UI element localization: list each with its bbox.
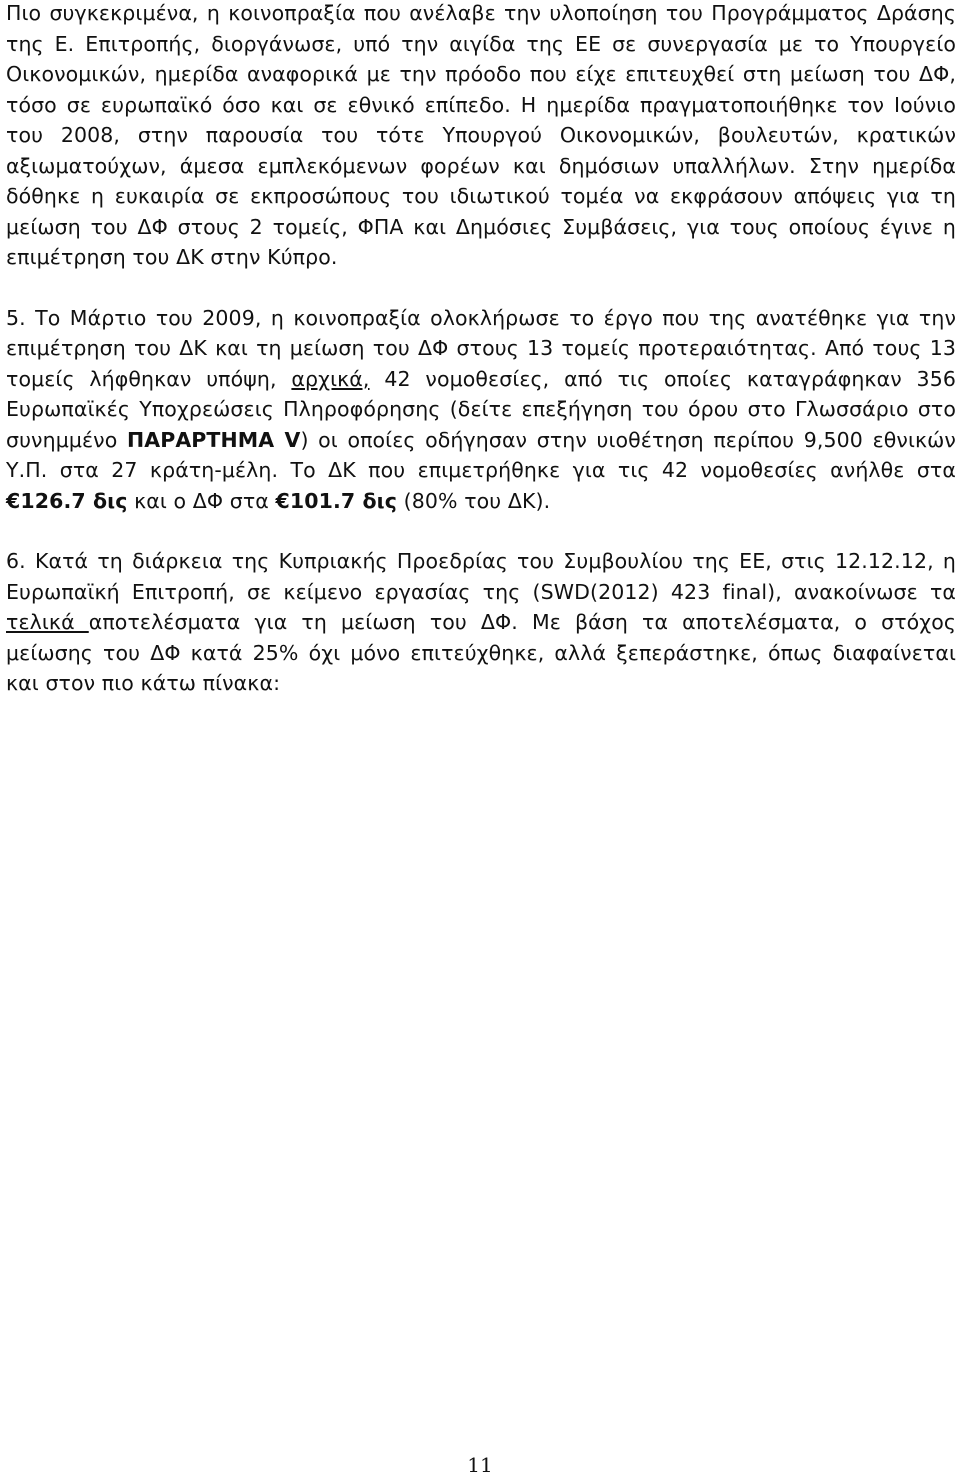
paragraph-6-text-a: 6. Κατά τη διάρκεια της Κυπριακής Προεδρίας του Συμβουλίου της ΕΕ, στις 12.12.12, η Ευρωπαϊκή Επιτροπή, σε κείμενο εργασίας της (SWD(2012) 423 final), ανακοίνωσε τα	[6, 549, 956, 604]
annex-reference: ΠΑΡΑΡΤΗΜΑ V	[126, 427, 301, 452]
paragraph-5-text-a: 5. Το Μάρτιο του 2009, η κοινοπραξία ολοκλήρωσε το έργο που της ανατέθηκε για την επιμέτρηση του ΔΚ και τη μείωση του ΔΦ στους 13 τομείς προτεραιότητας. Από τους 13 τομείς λήφθηκαν υπόψη,	[6, 305, 956, 391]
paragraph-5-text-d: και ο ΔΦ στα	[127, 488, 276, 513]
page-number: 11	[467, 1453, 493, 1477]
document-page	[6, 0, 956, 699]
admin-burden-amount: €101.7 δις	[275, 488, 398, 513]
admin-cost-amount: €126.7 δις	[6, 488, 128, 513]
paragraph-6	[6, 546, 956, 699]
paragraph-6-text-b: αποτελέσματα για τη μείωση του ΔΦ. Με βάση τα αποτελέσματα, ο στόχος μείωσης του ΔΦ κατά 25% όχι μόνο επιτεύχθηκε, αλλά ξεπεράστηκε, όπως διαφαίνεται και στον πιο κάτω πίνακα:	[6, 610, 956, 695]
paragraph-1-text: Πιο συγκεκριμένα, η κοινοπραξία που ανέλαβε την υλοποίηση του Προγράμματος Δράσης της Ε. Επιτροπής, διοργάνωσε, υπό την αιγίδα της ΕΕ σε συνεργασία με το Υπουργείο Οικονομικών, ημερίδα αναφορικά με την πρόοδο που είχε επιτευχθεί στη μείωση του ΔΦ, τόσο σε ευρωπαϊκό όσο και σε εθνικό επίπεδο. Η ημερίδα πραγματοποιήθηκε τον Ιούνιο του 2008, στην παρουσία του τότε Υπουργού Οικονομικών, βουλευτών, κρατικών αξιωματούχων, άμεσα εμπλεκόμενων φορέων και δημόσιων υπαλλήλων. Στην ημερίδα δόθηκε η ευκαιρία σε εκπροσώπους του ιδιωτικού τομέα να εκφράσουν απόψεις για τη μείωση του ΔΦ στους 2 τομείς, ΦΠΑ και Δημόσιες Συμβάσεις, για τους οποίους έγινε η επιμέτρηση του ΔΚ στην Κύπρο.	[6, 1, 956, 269]
paragraph-5	[6, 303, 956, 517]
paragraph-5-text-c: ) οι οποίες οδήγησαν στην υιοθέτηση περίπου 9,500 εθνικών Υ.Π. στα 27 κράτη-μέλη. Το ΔΚ που επιμετρήθηκε για τις 42 νομοθεσίες ανήλθε στα	[6, 427, 956, 482]
paragraph-implementation-event	[6, 0, 956, 273]
paragraph-5-underlined-initially: αρχικά,	[291, 366, 370, 391]
paragraph-5-text-e: (80% του ΔΚ).	[397, 488, 551, 513]
paragraph-6-underlined-final: τελικά	[6, 610, 89, 634]
paragraph-5-text-b: 42 νομοθεσίες, από τις οποίες καταγράφηκαν 356 Ευρωπαϊκές Υποχρεώσεις Πληροφόρησης (δείτε επεξήγηση του όρου στο Γλωσσάριο στο συνημμένο	[6, 366, 956, 452]
